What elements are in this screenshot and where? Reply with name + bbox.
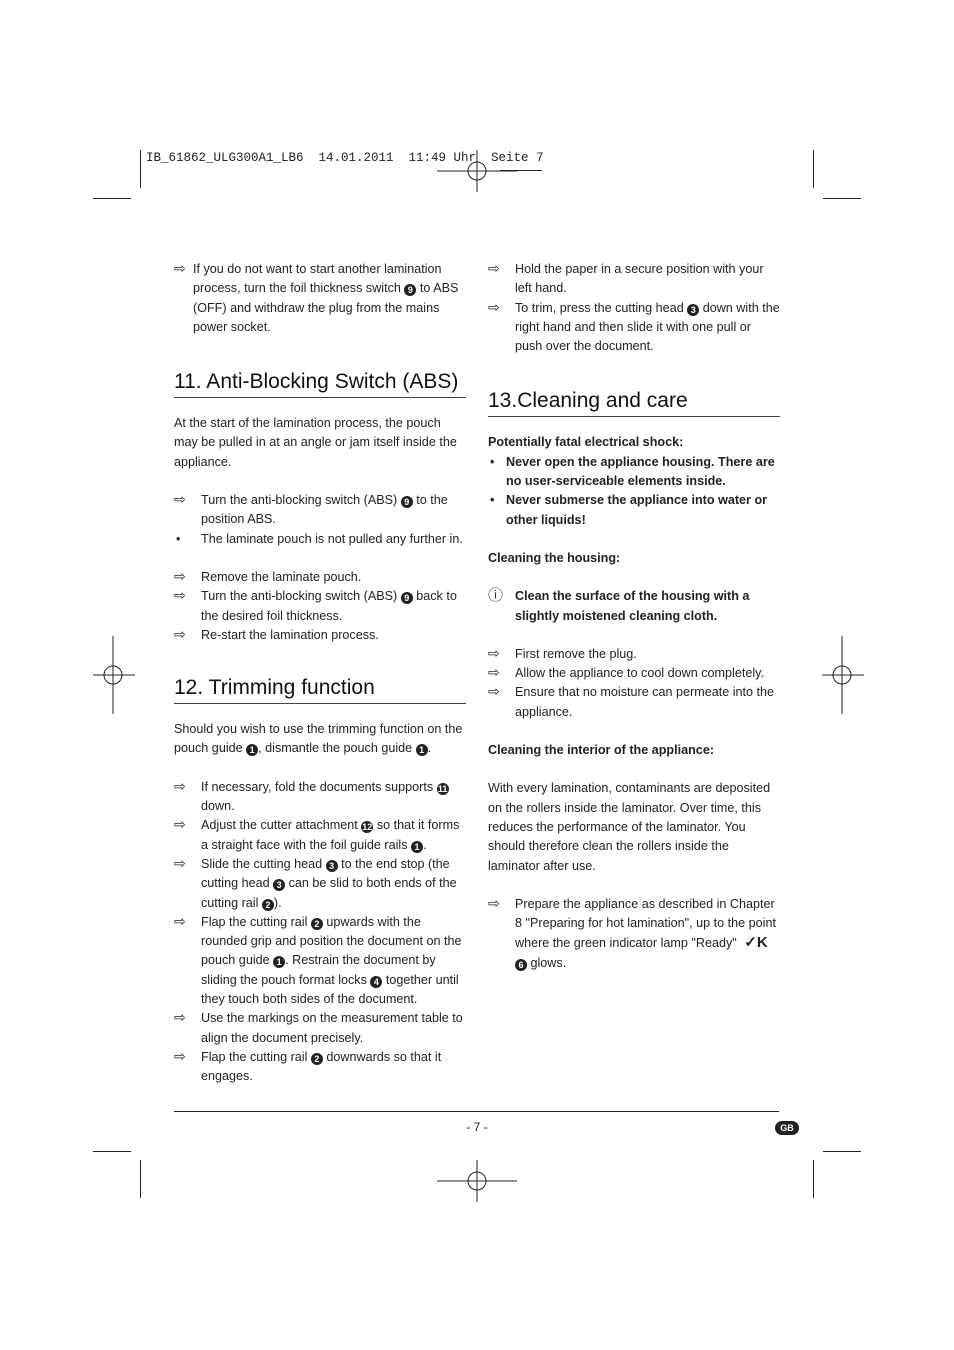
arrow-icon: ⇨ [488,664,500,681]
instruction-item: ⇨ Remove the laminate pouch. [174,567,362,584]
ref-number: 11 [437,783,448,794]
crop-mark [813,150,814,188]
instruction-item: ⇨ Prepare the appliance as described in Chapter 8 "Preparing for hot lamination", up to the point where the green indicator lamp "Ready" ✓K 6 glows. [488,894,776,970]
arrow-icon: ⇨ [174,491,186,508]
instruction-item: ⇨ Slide the cutting head 3 to the end stop (the cutting head 3 can be slid to both ends of the cutting rail 2 ). [174,854,457,910]
paragraph: With every lamination, contaminants are deposited on the rollers inside the laminator. Over time, this reduces the performance of the laminator. You should therefore clean the rollers inside the laminator after use. [488,781,771,873]
ref-number: 1 [411,841,423,853]
info-icon: ⓘ [488,587,504,605]
arrow-icon: ⇨ [488,683,500,700]
list-item: • The laminate pouch is not pulled any further in. [174,530,466,549]
crop-mark [93,198,131,199]
instruction-item: ⇨ Ensure that no moisture can permeate into the appliance. [488,683,775,719]
subheading: Cleaning the housing: [488,550,621,565]
instruction-item: ⇨ To trim, press the cutting head 3 down with the right hand and then slide it with one pull or push over the document. [488,298,780,354]
section-heading: 12. Trimming function [174,675,466,704]
instruction-item: ⇨ Hold the paper in a secure position with your left hand. [488,260,764,296]
registration-mark-bottom [437,1160,517,1202]
arrow-icon: ⇨ [174,912,186,929]
ref-number: 3 [326,860,338,872]
arrow-icon: ⇨ [488,894,500,911]
ref-number: 9 [404,284,416,296]
instruction-item: ⇨ Flap the cutting rail 2 upwards with the rounded grip and position the document on the pouch guide 1 . Restrain the document by sliding the pouch format locks 4 together until they touch both sides of the document. [174,912,462,1007]
ref-number: 9 [401,496,413,508]
arrow-icon: ⇨ [174,1009,186,1026]
crop-mark [823,1151,861,1152]
crop-mark [140,150,141,188]
ref-number: 2 [311,918,323,930]
instruction-item: ⇨ Re-start the lamination process. [174,625,379,642]
instruction-item: ⇨ Adjust the cutter attachment 12 so that it forms a straight face with the foil guide rails 1 . [174,816,460,852]
instruction-item: ⇨ Use the markings on the measurement table to align the document precisely. [174,1009,463,1045]
warning-title: Potentially fatal electrical shock: [488,435,684,450]
instruction-item: ⇨ Turn the anti-blocking switch (ABS) 9 back to the desired foil thickness. [174,587,457,623]
registration-mark-top [437,150,517,192]
ok-indicator-icon: ✓K [744,934,768,952]
ref-number: 2 [262,899,274,911]
language-badge: GB [775,1121,799,1135]
ref-number: 4 [370,976,382,988]
bullet-icon: • [490,454,495,469]
instruction-item: ⇨ If you do not want to start another lamination process, turn the foil thickness switch 9 to ABS (OFF) and withdraw the plug from the mains power socket. [174,260,459,334]
bullet-icon: • [490,493,495,508]
footer-rule [174,1111,779,1112]
arrow-icon: ⇨ [488,260,500,276]
arrow-icon: ⇨ [174,777,186,794]
arrow-icon: ⇨ [174,816,186,833]
warning-item: • Never open the appliance housing. There are no user-serviceable elements inside. [490,454,775,489]
instruction-item: ⇨ Turn the anti-blocking switch (ABS) 9 to the position ABS. [174,491,448,527]
paragraph: At the start of the lamination process, the pouch may be pulled in at an angle or jam itself inside the appliance. [174,416,457,469]
ref-number: 3 [687,304,699,316]
instruction-item: ⇨ First remove the plug. [488,644,637,661]
crop-mark [823,198,861,199]
arrow-icon: ⇨ [174,854,186,871]
crop-mark [140,1160,141,1198]
section-heading: 11. Anti-Blocking Switch (ABS) [174,369,466,398]
instruction-item: ⇨ Flap the cutting rail 2 downwards so that it engages. [174,1047,442,1084]
arrow-icon: ⇨ [174,567,186,584]
instruction-item: ⇨ Allow the appliance to cool down completely. [488,664,764,681]
arrow-icon: ⇨ [174,260,186,276]
crop-mark [813,1160,814,1198]
arrow-icon: ⇨ [174,625,186,642]
ref-number: 6 [515,959,527,971]
crop-mark [93,1151,131,1152]
ref-number: 9 [401,592,413,604]
registration-mark-right [822,636,864,714]
arrow-icon: ⇨ [174,1047,186,1064]
paragraph: Should you wish to use the trimming function on the pouch guide 1 , dismantle the pouch guide 1 . [174,722,463,756]
instruction-item: ⇨ If necessary, fold the documents supports 11 down. [174,777,448,814]
warning-item: • Never submerse the appliance into water or other liquids! [490,493,768,527]
print-header: IB_61862_ULG300A1_LB6 14.01.2011 11:49 Uhr Seite 7 [146,151,544,165]
bullet-icon: • [176,531,181,546]
arrow-icon: ⇨ [174,587,186,604]
arrow-icon: ⇨ [488,298,500,315]
ref-number: 2 [311,1053,323,1065]
left-column [174,260,466,1087]
page-number: - 7 - [466,1120,488,1134]
ref-number: 1 [416,744,428,756]
right-column [488,260,780,973]
section-heading: 13.Cleaning and care [488,388,780,417]
ref-number: 12 [362,822,373,833]
info-note: ⓘ Clean the surface of the housing with a slightly moistened cleaning cloth. [488,587,750,623]
ref-number: 3 [273,879,285,891]
ref-number: 1 [273,956,285,968]
ref-number: 1 [246,744,258,756]
arrow-icon: ⇨ [488,644,500,661]
registration-mark-left [93,636,135,714]
subheading: Cleaning the interior of the appliance: [488,743,715,758]
